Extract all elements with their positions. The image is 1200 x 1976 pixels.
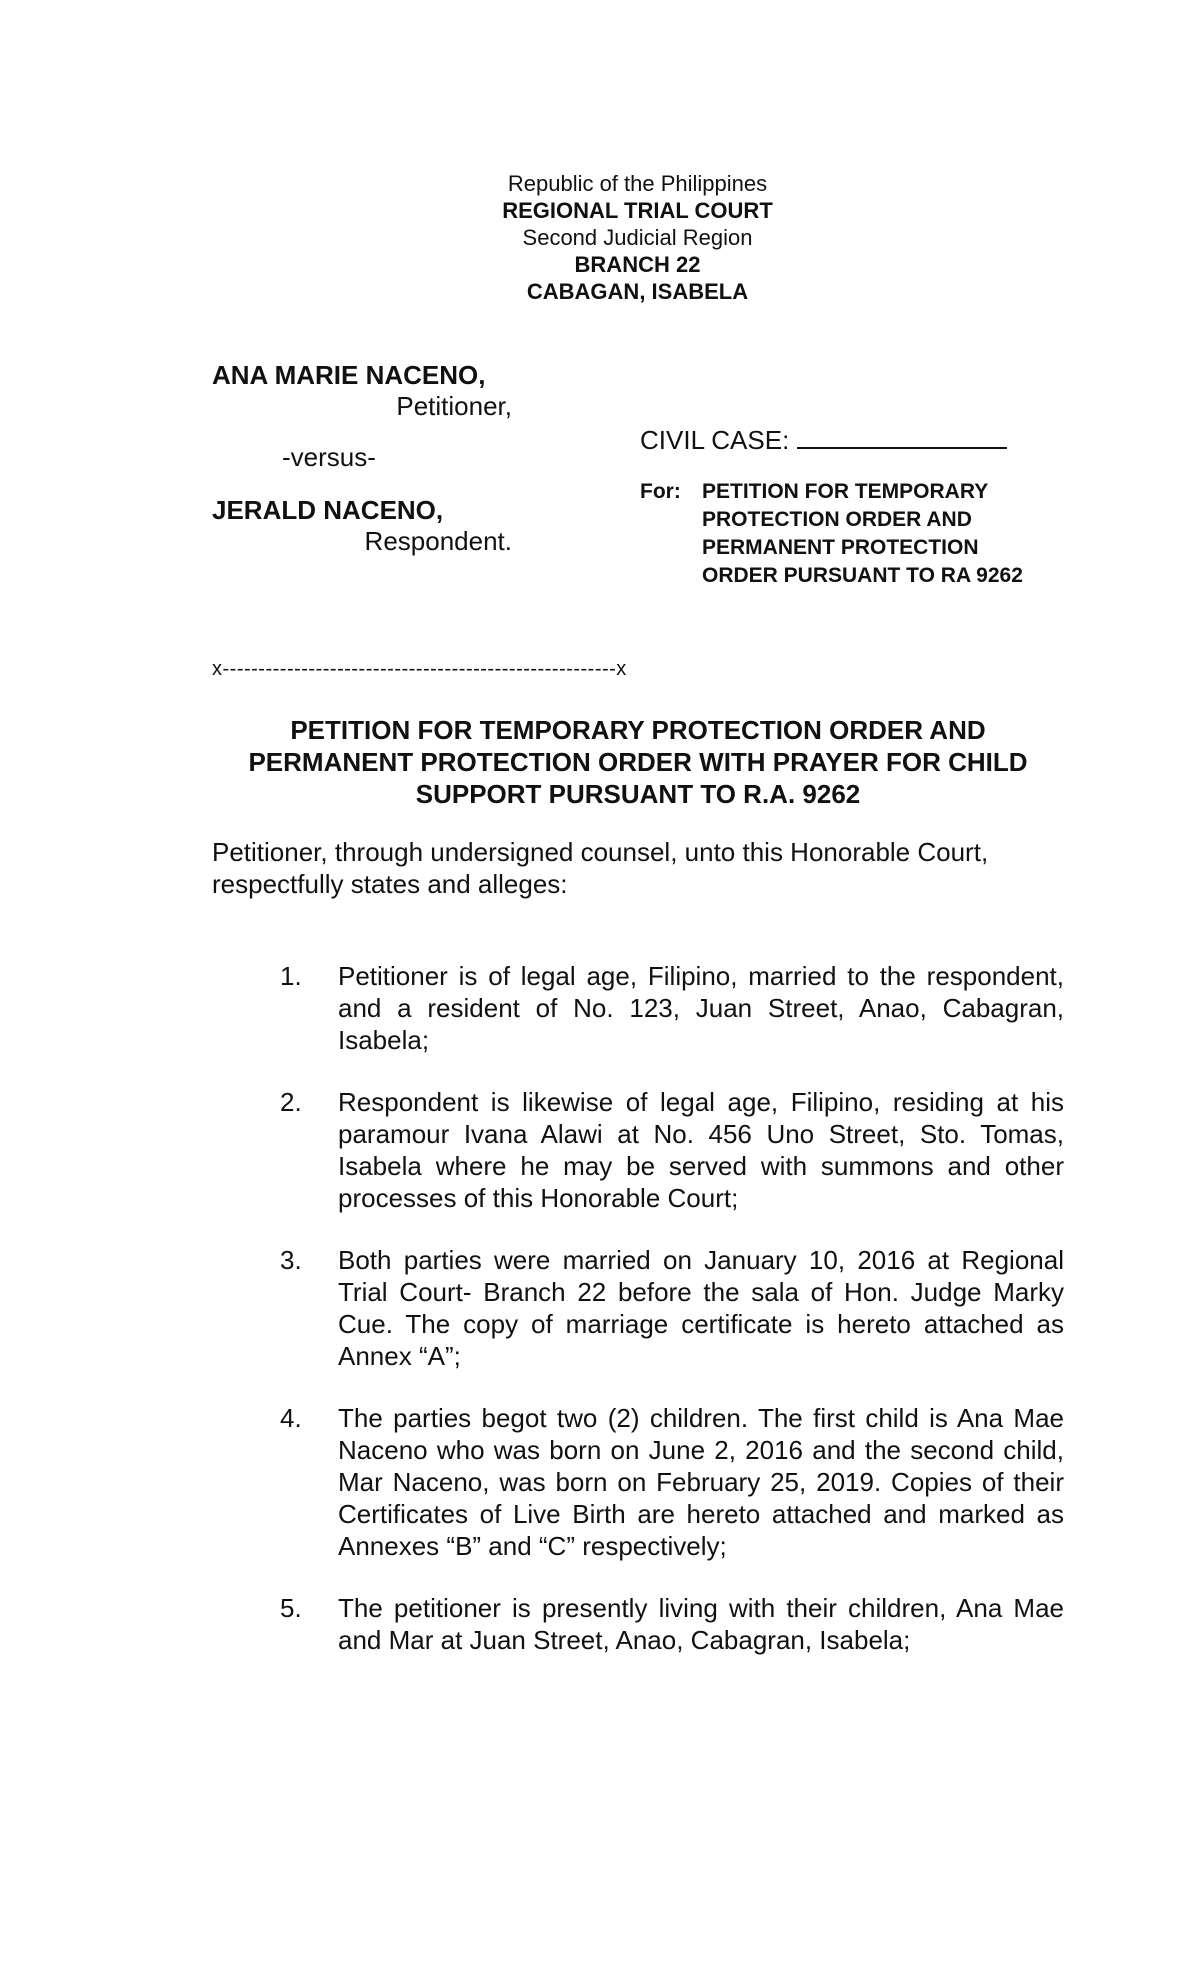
allegation-number: 3. bbox=[280, 1245, 302, 1275]
court-region: Second Judicial Region bbox=[522, 225, 753, 250]
case-nature bbox=[640, 478, 1040, 590]
allegation-item bbox=[280, 1244, 1064, 1372]
court-location: CABAGAN, ISABELA bbox=[526, 279, 749, 304]
for-text: PETITION FOR TEMPORARY PROTECTION ORDER AND PERMANENT PROTECTION ORDER PURSUANT TO RA 9262 bbox=[702, 480, 1023, 587]
petitioner-name: ANA MARIE NACENO, bbox=[212, 360, 486, 390]
court-branch: BRANCH 22 bbox=[574, 252, 701, 277]
petitioner-role: Petitioner, bbox=[396, 391, 512, 421]
allegation-number: 4. bbox=[280, 1403, 302, 1433]
allegation-item bbox=[280, 1086, 1064, 1214]
court-country: Republic of the Philippines bbox=[507, 171, 768, 196]
intro-paragraph: Petitioner, through undersigned counsel, unto this Honorable Court, respectfully states and alleges: bbox=[212, 837, 989, 899]
civil-case-label: CIVIL CASE: bbox=[640, 425, 790, 455]
allegation-number: 1. bbox=[280, 961, 302, 991]
allegation-text: The parties begot two (2) children. The first child is Ana Mae Naceno who was born on June 2, 2016 and the second child, Mar Naceno, was born on February 25, 2019. Copies of their Certificates of Live Birth are hereto attached and marked as Annexes “B” and “C” respectively; bbox=[338, 1403, 1064, 1561]
civil-case-line bbox=[640, 423, 1040, 456]
allegation-item bbox=[280, 1592, 1064, 1656]
allegation-text: The petitioner is presently living with their children, Ana Mae and Mar at Juan Street, Anao, Cabagran, Isabela; bbox=[338, 1593, 1064, 1655]
caption-separator: x-------------------------------------------------------x bbox=[212, 658, 627, 680]
allegation-item bbox=[280, 960, 1064, 1056]
allegation-text: Petitioner is of legal age, Filipino, married to the respondent, and a resident of No. 123, Juan Street, Anao, Cabagran, Isabela; bbox=[338, 961, 1064, 1055]
for-label: For: bbox=[640, 480, 681, 503]
case-details bbox=[640, 423, 1040, 590]
allegation-text: Respondent is likewise of legal age, Filipino, residing at his paramour Ivana Alawi at No. 456 Uno Street, Sto. Tomas, Isabela where he may be served with summons and other processes of this Honorable Court; bbox=[338, 1087, 1064, 1213]
versus-label: -versus- bbox=[282, 442, 376, 472]
document-title: PETITION FOR TEMPORARY PROTECTION ORDER AND PERMANENT PROTECTION ORDER WITH PRAYER FOR CHILD SUPPORT PURSUANT TO R.A. 9262 bbox=[248, 715, 1028, 809]
allegation-number: 2. bbox=[280, 1087, 302, 1117]
respondent-role: Respondent. bbox=[364, 526, 512, 556]
court-name: REGIONAL TRIAL COURT bbox=[502, 198, 773, 223]
case-parties bbox=[212, 360, 522, 557]
court-header bbox=[0, 170, 1200, 305]
civil-case-number-blank bbox=[797, 423, 1007, 449]
allegation-item bbox=[280, 1402, 1064, 1562]
allegation-text: Both parties were married on January 10, 2016 at Regional Trial Court- Branch 22 before the sala of Hon. Judge Marky Cue. The copy of marriage certificate is hereto attached as Annex “A”; bbox=[338, 1245, 1064, 1371]
allegations-list bbox=[280, 960, 1064, 1686]
respondent-name: JERALD NACENO, bbox=[212, 495, 444, 525]
allegation-number: 5. bbox=[280, 1593, 302, 1623]
